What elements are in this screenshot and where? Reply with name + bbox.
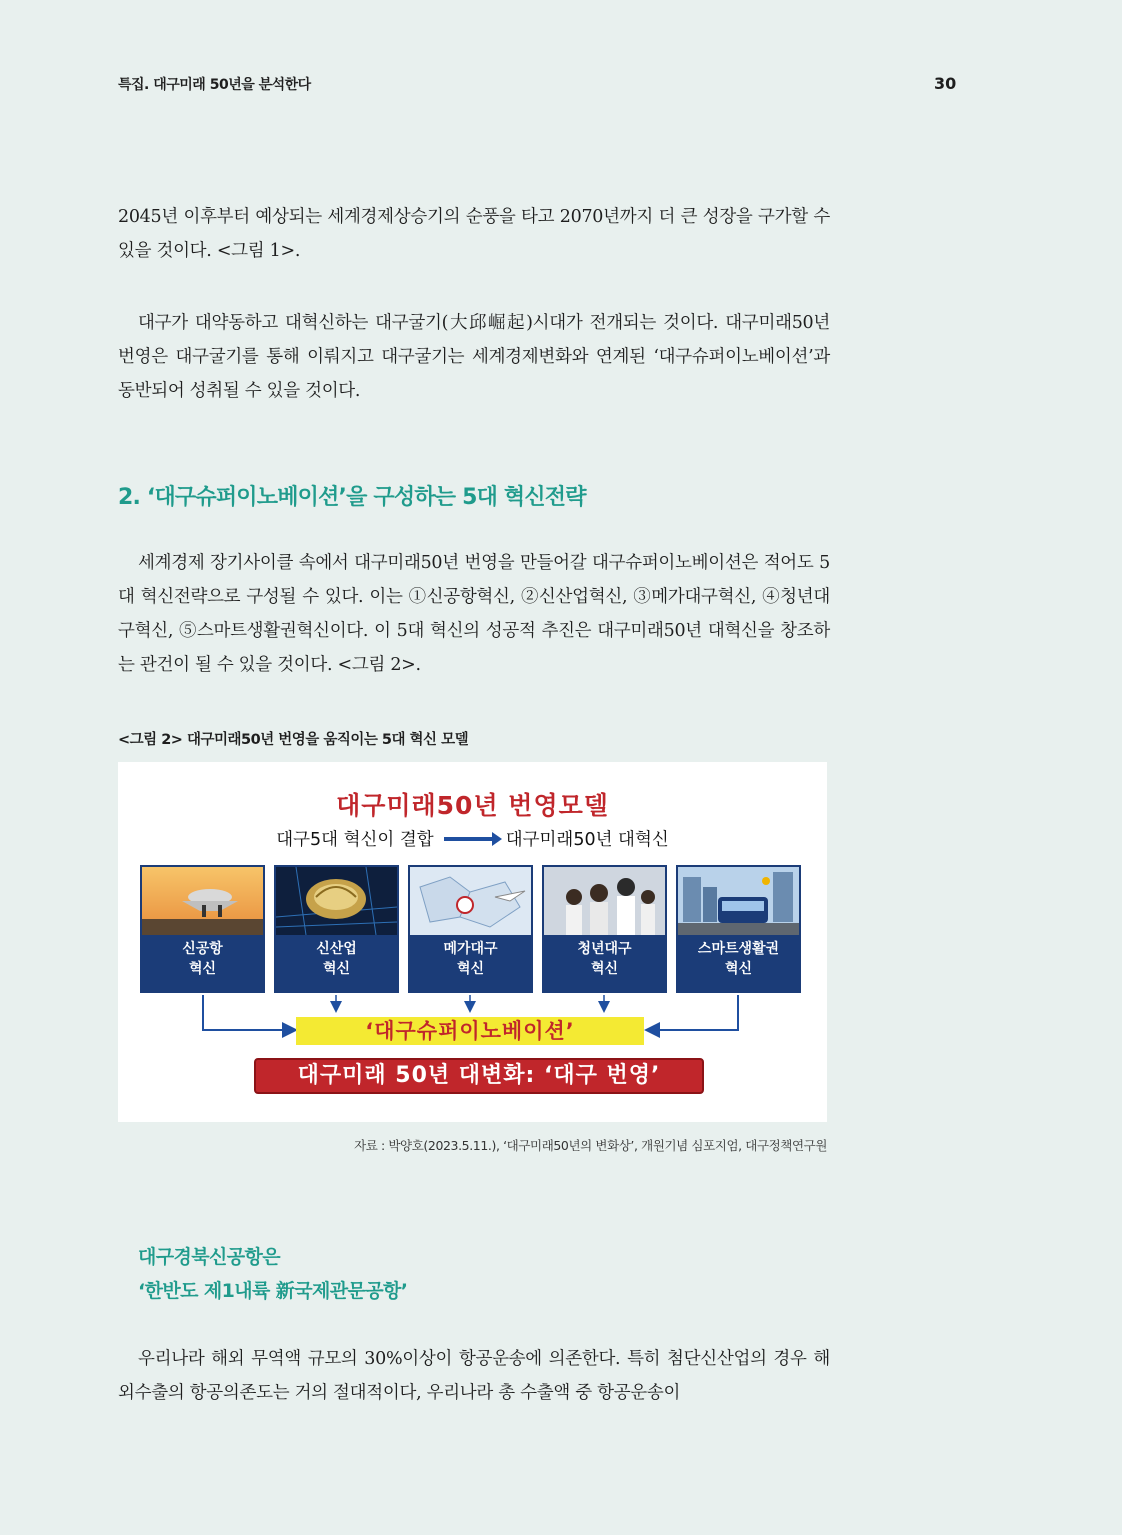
- super-innovation-label: ‘대구슈퍼이노베이션’: [296, 1017, 644, 1045]
- running-title: 특집. 대구미래 50년을 분석한다: [118, 77, 311, 93]
- card-label-line2: 혁신: [456, 961, 485, 977]
- sub-heading-line2: ‘한반도 제1내륙 新국제관문공항’: [138, 1280, 408, 1302]
- section-heading: 2. ‘대구슈퍼이노베이션’을 구성하는 5대 혁신전략: [118, 485, 586, 510]
- prosperity-banner: 대구미래 50년 대변화: ‘대구 번영’: [254, 1058, 704, 1094]
- paragraph-1: 2045년 이후부터 예상되는 세계경제상승기의 순풍을 타고 2070년까지 더 큰 성장을 구가할 수 있을 것이다. <그림 1>.: [118, 207, 830, 261]
- innovation-model-figure: [118, 762, 827, 1122]
- figure-caption: <그림 2> 대구미래50년 번영을 움직이는 5대 혁신 모델: [118, 732, 469, 748]
- card-label-line1: 신공항: [182, 941, 223, 957]
- card-label-line1: 스마트생활권: [697, 941, 780, 957]
- subtitle-right: 대구미래50년 대혁신: [505, 830, 669, 850]
- sub-heading: [138, 1240, 407, 1308]
- paragraph-3: 세계경제 장기사이클 속에서 대구미래50년 번영을 만들어갈 대구슈퍼이노베이션은 적어도 5대 혁신전략으로 구성될 수 있다. 이는 ①신공항혁신, ②신산업혁신, ③메가대구혁신, ④청년대구혁신, ⑤스마트생활권혁신이다. 이 5대 혁신의 성공적 추진은 대구미래50년 대혁신을 창조하는 관건이 될 수 있을 것이다. <그림 2>.: [118, 553, 830, 675]
- card-label-line1: 청년대구: [577, 941, 632, 957]
- card-label-line1: 신산업: [316, 941, 357, 957]
- paragraph-4: 우리나라 해외 무역액 규모의 30%이상이 항공운송에 의존한다. 특히 첨단신산업의 경우 해외수출의 항공의존도는 거의 절대적이다, 우리나라 총 수출액 중 항공운송이: [118, 1349, 830, 1403]
- figure-source: 자료 : 박양호(2023.5.11.), ‘대구미래50년의 변화상’, 개원기념 심포지엄, 대구정책연구원: [354, 1138, 827, 1153]
- page-number: 30: [934, 74, 957, 93]
- paragraph-2: 대구가 대약동하고 대혁신하는 대구굴기(大邱崛起)시대가 전개되는 것이다. 대구미래50년 번영은 대구굴기를 통해 이뤄지고 대구굴기는 세계경제변화와 연계된 ‘대구슈퍼이노베이션’과 동반되어 성취될 수 있을 것이다.: [118, 313, 830, 401]
- card-label-line2: 혁신: [188, 961, 217, 977]
- card-label-line2: 혁신: [322, 961, 351, 977]
- figure-title: 대구미래50년 번영모델: [336, 791, 609, 820]
- subtitle-left: 대구5대 혁신이 결합: [276, 830, 434, 850]
- sub-heading-line1: 대구경북신공항은: [138, 1246, 281, 1268]
- card-label-line2: 혁신: [590, 961, 619, 977]
- card-label-line1: 메가대구: [443, 941, 498, 957]
- card-label-line2: 혁신: [724, 961, 753, 977]
